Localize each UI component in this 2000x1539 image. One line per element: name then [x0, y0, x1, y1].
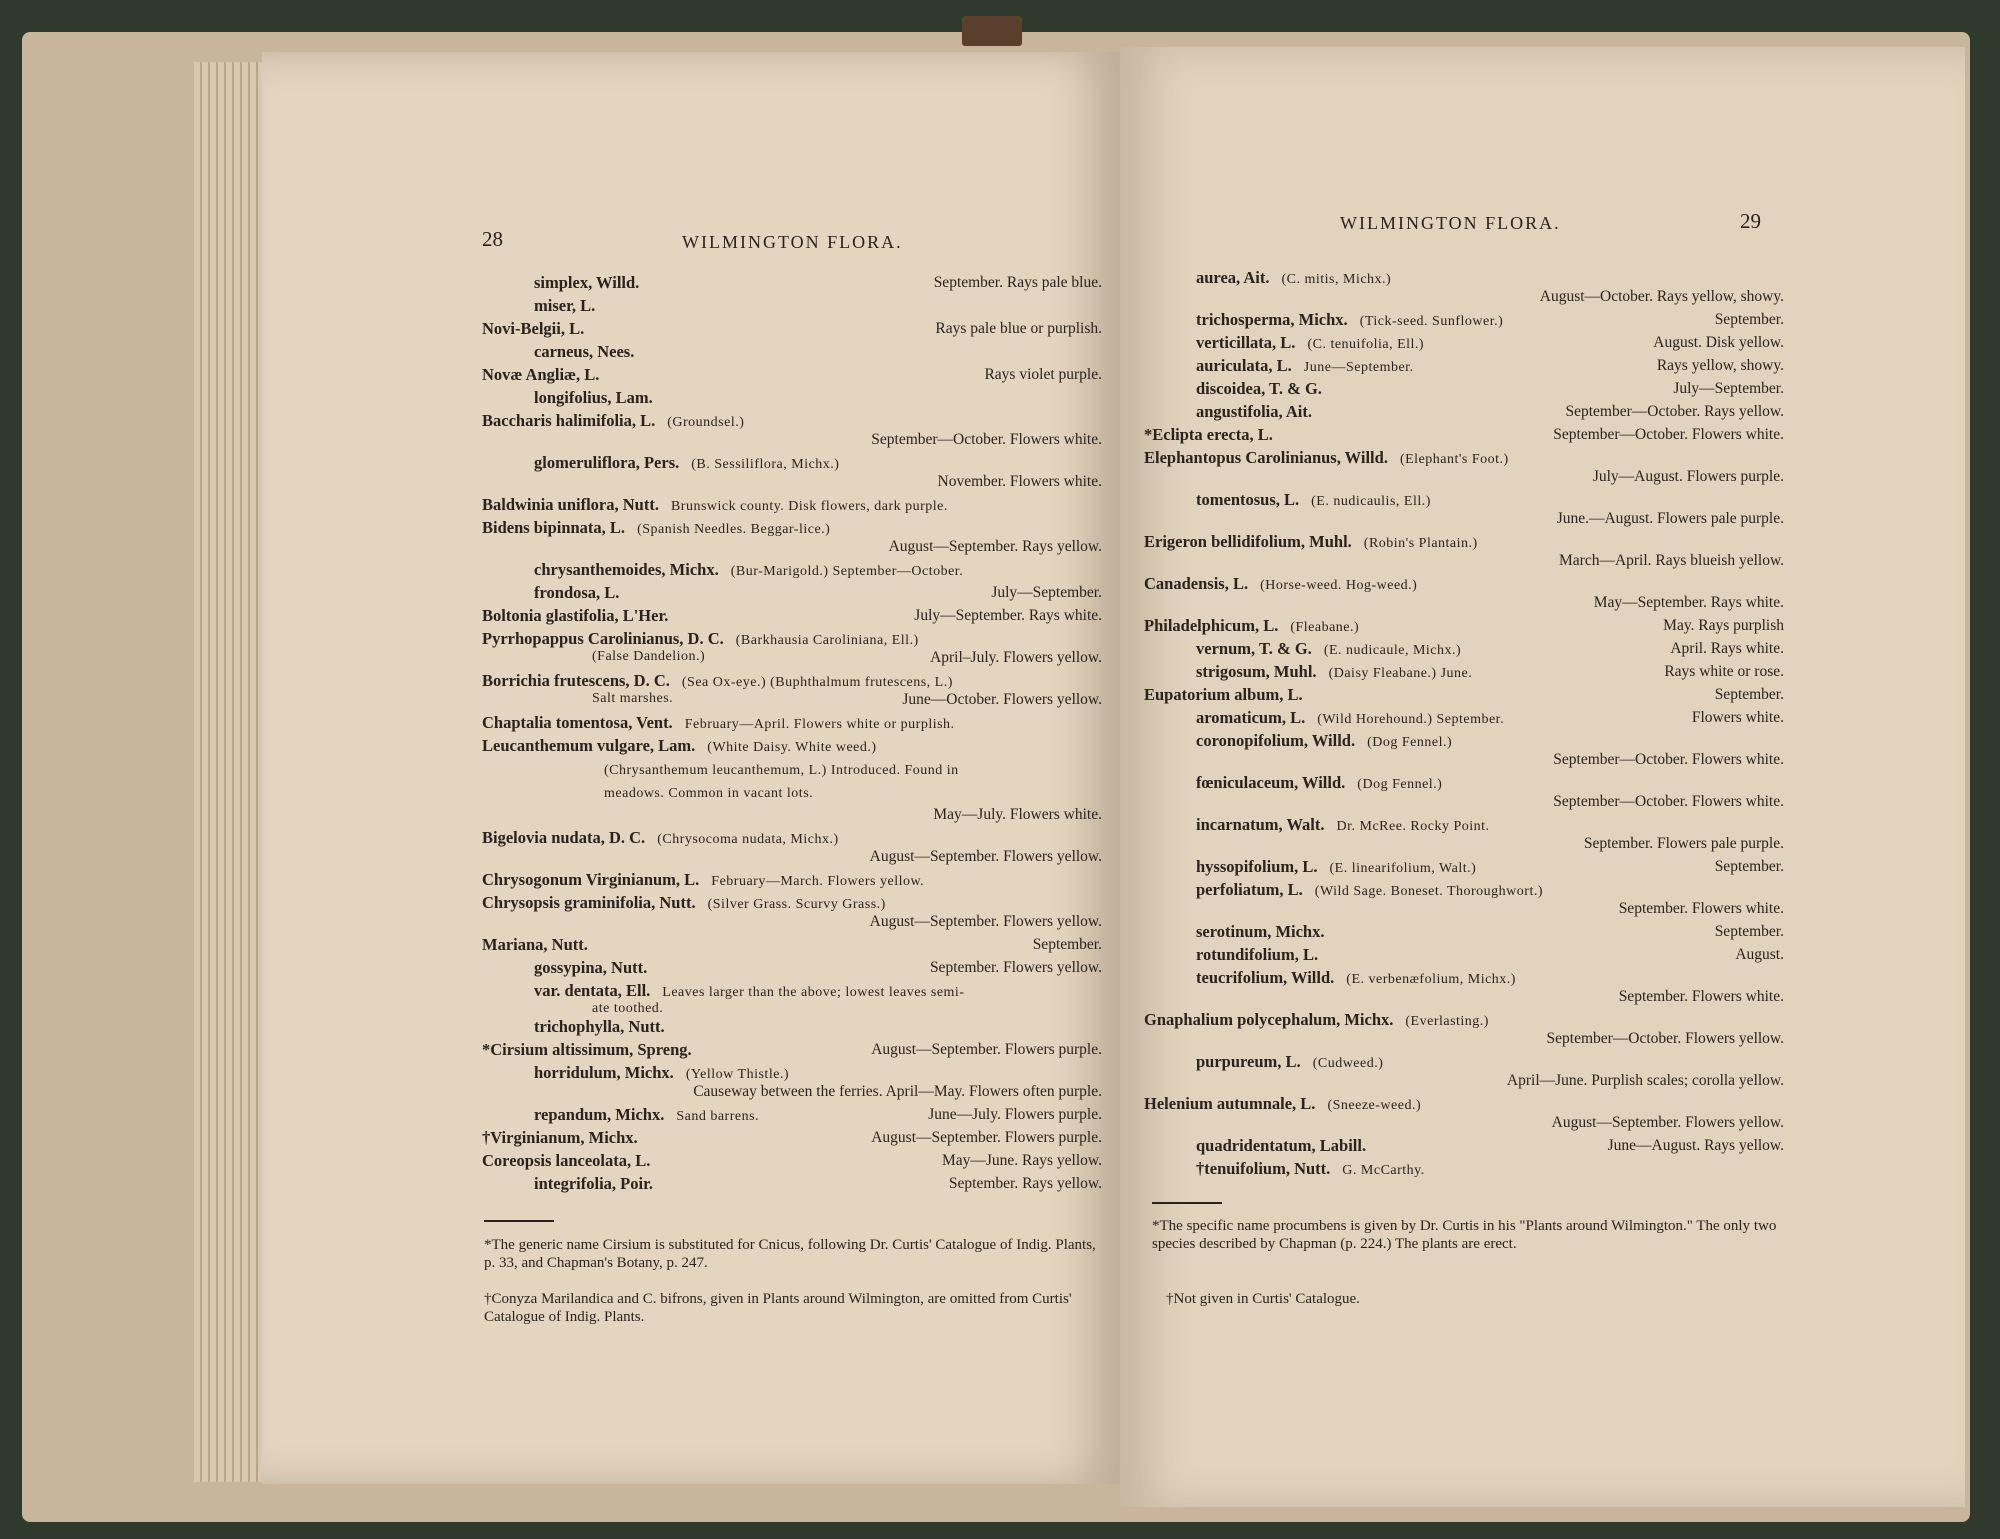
- entry-detail: September. Rays yellow.: [948, 1175, 1102, 1192]
- entry-row: [482, 274, 1102, 293]
- right-page: [1120, 47, 1965, 1507]
- entry-detail: September—October. Flowers white.: [871, 431, 1102, 448]
- species-name: purpureum, L.: [1196, 1052, 1301, 1071]
- species-name: Mariana, Nutt.: [482, 935, 588, 954]
- entry-row: [482, 584, 1102, 603]
- running-header: WILMINGTON FLORA.: [1340, 213, 1561, 233]
- entry-note: (Barkhausia Caroliniana, Ell.): [735, 633, 919, 648]
- species-name: trichosperma, Michx.: [1196, 310, 1348, 329]
- species-name: perfoliatum, L.: [1196, 880, 1303, 899]
- entry-detail: June—August. Rays yellow.: [1607, 1137, 1784, 1154]
- entry-note: (Sneeze-weed.): [1327, 1098, 1422, 1113]
- entry-note: (White Daisy. White weed.): [707, 740, 877, 755]
- entry-row: [482, 561, 1102, 581]
- entry-detail: September—October. Flowers yellow.: [1546, 1030, 1784, 1047]
- entry-detail: September.: [1714, 858, 1784, 875]
- entry-note: (Robin's Plantain.): [1363, 536, 1478, 551]
- entry-row: [1144, 969, 1784, 989]
- species-name: aurea, Ait.: [1196, 268, 1270, 287]
- entry-note: (E. nudicaulis, Ell.): [1311, 494, 1431, 509]
- species-name: rotundifolium, L.: [1196, 945, 1319, 964]
- entry-row: [1144, 269, 1784, 289]
- species-name: Pyrrhopappus Carolinianus, D. C.: [482, 629, 724, 648]
- entry-note: Leaves larger than the above; lowest leaves semi-: [662, 985, 965, 1000]
- entry-note: (C. mitis, Michx.): [1281, 272, 1392, 287]
- entry-detail: June—October. Flowers yellow.: [902, 691, 1102, 708]
- entry-note: (Daisy Fleabane.) June.: [1328, 666, 1473, 681]
- entry-row: [482, 607, 1102, 626]
- entry-row: [1144, 426, 1784, 445]
- entry-detail: September.: [1714, 311, 1784, 328]
- entry-detail: September. Flowers yellow.: [929, 959, 1102, 976]
- entry-row: [482, 496, 1102, 516]
- entry-note: (E. verbenæfolium, Michx.): [1346, 972, 1516, 987]
- entry-note: (Elephant's Foot.): [1399, 452, 1509, 467]
- species-name: Novæ Angliæ, L.: [482, 365, 600, 384]
- entry-row: [1144, 357, 1784, 377]
- entry-note: (Wild Horehound.) September.: [1317, 712, 1505, 727]
- footnote-2: †Not given in Curtis' Catalogue.: [1166, 1291, 1360, 1307]
- species-name: var. dentata, Ell.: [534, 981, 651, 1000]
- entry-detail: August. Disk yellow.: [1653, 334, 1784, 351]
- entry-detail: April. Rays white.: [1670, 640, 1784, 657]
- entry-note: February—March. Flowers yellow.: [711, 874, 925, 889]
- entry-row: [482, 1018, 1102, 1037]
- entry-note: (Cudweed.): [1312, 1056, 1384, 1071]
- entry-detail: May—June. Rays yellow.: [941, 1152, 1102, 1169]
- species-name: discoidea, T. & G.: [1196, 379, 1322, 398]
- species-name: *Eclipta erecta, L.: [1144, 425, 1273, 444]
- entry-row: [1144, 1095, 1784, 1115]
- species-name: Novi-Belgii, L.: [482, 319, 585, 338]
- entry-row: [482, 343, 1102, 362]
- entry-detail: July—September.: [1673, 380, 1784, 397]
- entry-detail: August—October. Rays yellow, showy.: [1539, 288, 1784, 305]
- entry-note: meadows. Common in vacant lots.: [604, 786, 814, 801]
- species-name: Borrichia frutescens, D. C.: [482, 671, 670, 690]
- entry-row: [482, 672, 1102, 692]
- open-book: [22, 22, 1974, 1522]
- species-name: Bidens bipinnata, L.: [482, 518, 626, 537]
- species-name: tomentosus, L.: [1196, 490, 1300, 509]
- entry-row: [1144, 533, 1784, 553]
- species-name: angustifolia, Ait.: [1196, 402, 1312, 421]
- entry-note: (Everlasting.): [1405, 1014, 1489, 1029]
- entry-subnote: ate toothed.: [592, 1001, 664, 1016]
- bookmark-ribbon: [962, 16, 1022, 46]
- entry-detail: Rays pale blue or purplish.: [935, 320, 1102, 337]
- page-number: 29: [1740, 209, 1761, 233]
- entry-detail: September. Flowers pale purple.: [1583, 835, 1784, 852]
- entry-row: [1144, 858, 1784, 878]
- entry-note: (B. Sessiliflora, Michx.): [691, 457, 840, 472]
- entry-row: [482, 1106, 1102, 1126]
- entry-detail: September. Rays pale blue.: [933, 274, 1102, 291]
- entry-row: [1144, 1137, 1784, 1156]
- entry-detail: Flowers white.: [1691, 709, 1784, 726]
- entry-subnote: Salt marshes.: [592, 691, 674, 706]
- entry-note: (Dog Fennel.): [1367, 735, 1453, 750]
- entry-row: [482, 1129, 1102, 1148]
- entry-row: [1144, 816, 1784, 836]
- entry-detail: June.—August. Flowers pale purple.: [1556, 510, 1784, 527]
- footnote-rule: [484, 1220, 554, 1222]
- entry-row: [482, 871, 1102, 891]
- entry-note: (Bur-Marigold.) September—October.: [730, 564, 964, 579]
- entry-note: (Groundsel.): [667, 415, 745, 430]
- species-name: †Virginianum, Michx.: [482, 1128, 638, 1147]
- species-name: Chrysopsis graminifolia, Nutt.: [482, 893, 696, 912]
- entry-row: [1144, 663, 1784, 683]
- entry-row: [482, 714, 1102, 734]
- entry-detail: September.: [1714, 686, 1784, 703]
- species-name: vernum, T. & G.: [1196, 639, 1312, 658]
- entry-row: [482, 737, 1102, 757]
- entry-row: [482, 1064, 1102, 1084]
- entry-note: (Silver Grass. Scurvy Grass.): [707, 897, 886, 912]
- species-name: miser, L.: [534, 296, 596, 315]
- entry-note: (Tick-seed. Sunflower.): [1359, 314, 1504, 329]
- entry-note: (C. tenuifolia, Ell.): [1307, 337, 1425, 352]
- entry-note: (Chrysocoma nudata, Michx.): [657, 832, 839, 847]
- entry-detail: August—September. Flowers purple.: [871, 1041, 1102, 1058]
- entry-row: [482, 1152, 1102, 1171]
- running-header: WILMINGTON FLORA.: [682, 232, 903, 252]
- page-number: 28: [482, 227, 503, 251]
- species-name: carneus, Nees.: [534, 342, 635, 361]
- entry-detail: September—October. Flowers white.: [1553, 426, 1784, 443]
- entry-detail: September.: [1714, 923, 1784, 940]
- entry-note: June—September.: [1303, 360, 1414, 375]
- entry-detail: July—September. Rays white.: [914, 607, 1102, 624]
- entry-row: [1144, 491, 1784, 511]
- entry-row: [1144, 403, 1784, 422]
- species-name: fœniculaceum, Willd.: [1196, 773, 1346, 792]
- entry-row: [1144, 640, 1784, 660]
- entry-detail: August—September. Flowers purple.: [871, 1129, 1102, 1146]
- species-name: frondosa, L.: [534, 583, 620, 602]
- species-name: †tenuifolium, Nutt.: [1196, 1159, 1331, 1178]
- entry-detail: September. Flowers white.: [1618, 988, 1784, 1005]
- entry-note: (Spanish Needles. Beggar-lice.): [637, 522, 831, 537]
- entry-note: (Dog Fennel.): [1357, 777, 1443, 792]
- entry-note: (Fleabane.): [1290, 620, 1360, 635]
- entry-note: (Yellow Thistle.): [685, 1067, 790, 1082]
- species-name: longifolius, Lam.: [534, 388, 653, 407]
- species-name: repandum, Michx.: [534, 1105, 665, 1124]
- species-name: integrifolia, Poir.: [534, 1174, 653, 1193]
- entry-row: [482, 630, 1102, 650]
- entry-detail: July—September.: [991, 584, 1102, 601]
- entry-detail: Rays violet purple.: [984, 366, 1102, 383]
- species-name: gossypina, Nutt.: [534, 958, 648, 977]
- entry-note: Sand barrens.: [676, 1109, 760, 1124]
- entry-note: (E. linearifolium, Walt.): [1329, 861, 1477, 876]
- entry-row: [1144, 575, 1784, 595]
- species-name: coronopifolium, Willd.: [1196, 731, 1356, 750]
- entry-row: [482, 1041, 1102, 1060]
- entry-detail: August.: [1735, 946, 1784, 963]
- entry-row: [1144, 881, 1784, 901]
- species-name: Chaptalia tomentosa, Vent.: [482, 713, 673, 732]
- entry-detail: May. Rays purplish: [1663, 617, 1784, 634]
- species-name: Gnaphalium polycephalum, Michx.: [1144, 1010, 1394, 1029]
- entry-row: [482, 366, 1102, 385]
- entry-note: (Sea Ox-eye.) (Buphthalmum frutescens, L.): [681, 675, 953, 690]
- entry-detail: April–July. Flowers yellow.: [930, 649, 1102, 666]
- species-name: hyssopifolium, L.: [1196, 857, 1318, 876]
- entry-subnote: (False Dandelion.): [592, 649, 706, 664]
- footnote-1: *The specific name procumbens is given by Dr. Curtis in his "Plants around Wilmington." The only two species described by Chapman (p. 224.) The plants are erect.: [1152, 1218, 1777, 1252]
- entry-row: [1144, 380, 1784, 399]
- species-name: Canadensis, L.: [1144, 574, 1249, 593]
- entry-note: February—April. Flowers white or purplish.: [684, 717, 955, 732]
- species-name: chrysanthemoides, Michx.: [534, 560, 719, 579]
- species-name: verticillata, L.: [1196, 333, 1296, 352]
- entry-note: G. McCarthy.: [1342, 1163, 1425, 1178]
- species-name: teucrifolium, Willd.: [1196, 968, 1335, 987]
- species-name: *Cirsium altissimum, Spreng.: [482, 1040, 692, 1059]
- entry-row: [482, 454, 1102, 474]
- entry-detail: August—September. Flowers yellow.: [869, 848, 1102, 865]
- entry-detail: September.: [1032, 936, 1102, 953]
- entry-detail: September—October. Flowers white.: [1553, 793, 1784, 810]
- entry-detail: September—October. Rays yellow.: [1565, 403, 1784, 420]
- entry-detail: April—June. Purplish scales; corolla yellow.: [1506, 1072, 1784, 1089]
- entry-row: [482, 829, 1102, 849]
- footnote-rule: [1152, 1202, 1222, 1204]
- footnote-1: *The generic name Cirsium is substituted for Cnicus, following Dr. Curtis' Catalogue of Indig. Plants, p. 33, and Chapman's Botany, p. 247.: [484, 1237, 1096, 1271]
- species-name: glomeruliflora, Pers.: [534, 453, 680, 472]
- entry-detail: September—October. Flowers white.: [1553, 751, 1784, 768]
- entry-row: [482, 1175, 1102, 1194]
- species-name: Leucanthemum vulgare, Lam.: [482, 736, 696, 755]
- entry-row: [1144, 1053, 1784, 1073]
- entry-row: [482, 959, 1102, 978]
- entry-detail: August—September. Flowers yellow.: [1551, 1114, 1784, 1131]
- entry-note: Brunswick county. Disk flowers, dark purple.: [670, 499, 948, 514]
- species-name: simplex, Willd.: [534, 273, 640, 292]
- entry-row: [1144, 1160, 1784, 1180]
- entry-detail: November. Flowers white.: [937, 473, 1102, 490]
- species-name: horridulum, Michx.: [534, 1063, 674, 1082]
- species-name: Bigelovia nudata, D. C.: [482, 828, 646, 847]
- entry-detail: Rays yellow, showy.: [1656, 357, 1784, 374]
- species-name: quadridentatum, Labill.: [1196, 1136, 1367, 1155]
- entry-row: [482, 760, 1102, 780]
- species-name: Philadelphicum, L.: [1144, 616, 1279, 635]
- entry-note: (Wild Sage. Boneset. Thoroughwort.): [1314, 884, 1543, 899]
- species-name: Baccharis halimifolia, L.: [482, 411, 656, 430]
- species-name: Baldwinia uniflora, Nutt.: [482, 495, 659, 514]
- species-name: Helenium autumnale, L.: [1144, 1094, 1316, 1113]
- left-page: [262, 52, 1120, 1484]
- entry-row: [482, 982, 1102, 1002]
- entry-row: [482, 320, 1102, 339]
- entry-row: [1144, 334, 1784, 354]
- entry-detail: Causeway between the ferries. April—May. Flowers often purple.: [693, 1083, 1102, 1100]
- species-name: Chrysogonum Virginianum, L.: [482, 870, 700, 889]
- entry-row: [482, 297, 1102, 316]
- entry-note: (Chrysanthemum leucanthemum, L.) Introduced. Found in: [604, 763, 959, 778]
- entry-detail: September. Flowers white.: [1618, 900, 1784, 917]
- entry-row: [1144, 946, 1784, 965]
- species-name: auriculata, L.: [1196, 356, 1292, 375]
- species-name: aromaticum, L.: [1196, 708, 1306, 727]
- entry-row: [1144, 617, 1784, 637]
- entry-detail: May—July. Flowers white.: [933, 806, 1102, 823]
- entry-row: [482, 783, 1102, 803]
- entry-note: Dr. McRee. Rocky Point.: [1336, 819, 1490, 834]
- species-name: incarnatum, Walt.: [1196, 815, 1325, 834]
- entry-row: [1144, 311, 1784, 331]
- entry-detail: Rays white or rose.: [1664, 663, 1784, 680]
- species-name: Boltonia glastifolia, L'Her.: [482, 606, 669, 625]
- entry-row: [1144, 923, 1784, 942]
- entry-detail: June—July. Flowers purple.: [928, 1106, 1102, 1123]
- entry-detail: March—April. Rays blueish yellow.: [1559, 552, 1784, 569]
- entry-row: [1144, 709, 1784, 729]
- species-name: strigosum, Muhl.: [1196, 662, 1317, 681]
- entry-note: (Horse-weed. Hog-weed.): [1260, 578, 1418, 593]
- species-name: Erigeron bellidifolium, Muhl.: [1144, 532, 1352, 551]
- entry-row: [482, 936, 1102, 955]
- entry-row: [1144, 1011, 1784, 1031]
- entry-note: (E. nudicaule, Michx.): [1323, 643, 1462, 658]
- entry-detail: July—August. Flowers purple.: [1592, 468, 1784, 485]
- entry-row: [1144, 449, 1784, 469]
- entry-row: [1144, 774, 1784, 794]
- species-name: Elephantopus Carolinianus, Willd.: [1144, 448, 1388, 467]
- species-name: Eupatorium album, L.: [1144, 685, 1303, 704]
- species-name: Coreopsis lanceolata, L.: [482, 1151, 651, 1170]
- entry-row: [1144, 686, 1784, 705]
- entry-detail: May—September. Rays white.: [1593, 594, 1784, 611]
- entry-detail: August—September. Rays yellow.: [888, 538, 1102, 555]
- footnote-2: †Conyza Marilandica and C. bifrons, given in Plants around Wilmington, are omitted from Curtis' Catalogue of Indig. Plants.: [484, 1291, 1072, 1325]
- entry-row: [1144, 732, 1784, 752]
- entry-row: [482, 389, 1102, 408]
- entry-row: [482, 412, 1102, 432]
- species-name: trichophylla, Nutt.: [534, 1017, 665, 1036]
- entry-detail: August—September. Flowers yellow.: [869, 913, 1102, 930]
- species-name: serotinum, Michx.: [1196, 922, 1325, 941]
- entry-row: [482, 894, 1102, 914]
- entry-row: [482, 519, 1102, 539]
